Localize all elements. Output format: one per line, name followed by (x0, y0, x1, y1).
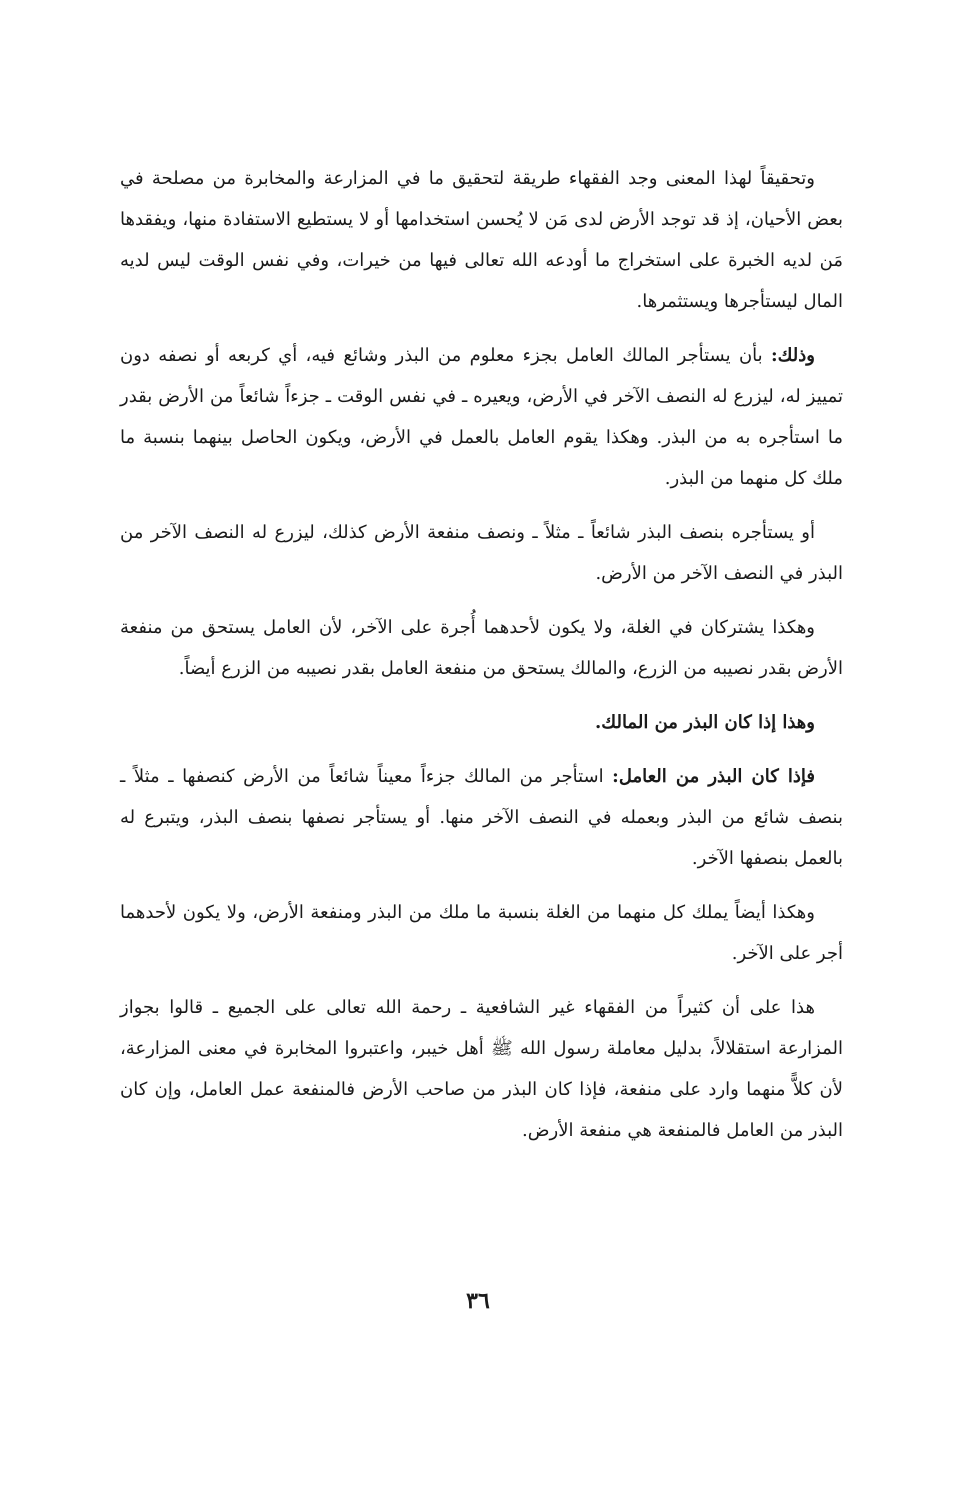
paragraph-4-text: وهكذا يشتركان في الغلة، ولا يكون لأحدهما أُجرة على الآخر، لأن العامل يستحق من منفعة الأرض بقدر نصيبه من الزرع، والمالك يستحق من منفعة العامل بقدر نصيبه من الزرع أيضاً. (120, 617, 843, 679)
paragraph-6 (120, 756, 843, 879)
page-number: ٣٦ (466, 1288, 490, 1314)
paragraph-5 (120, 702, 843, 743)
paragraph-8 (120, 987, 843, 1151)
paragraph-3-text: أو يستأجره بنصف البذر شائعاً ـ مثلاً ـ ونصف منفعة الأرض كذلك، ليزرع له النصف الآخر من البذر في النصف الآخر من الأرض. (120, 522, 843, 584)
page-body (120, 158, 843, 1164)
paragraph-2-text: بأن يستأجر المالك العامل بجزء معلوم من البذر وشائع فيه، أي كربعه أو نصفه دون تمييز له، ليزرع له النصف الآخر في الأرض، ويعيره ـ في نفس الوقت ـ جزءاً شائعاً من الأرض بقدر ما استأجره به من البذر. وهكذا يقوم العامل بالعمل في الأرض، ويكون الحاصل بينهما بنسبة ما ملك كل منهما من البذر. (120, 345, 843, 489)
paragraph-7 (120, 892, 843, 974)
paragraph-3 (120, 512, 843, 594)
paragraph-6-lead: فإذا كان البذر من العامل: (612, 766, 815, 787)
paragraph-2 (120, 335, 843, 499)
paragraph-1-text: وتحقيقاً لهذا المعنى وجد الفقهاء طريقة لتحقيق ما في المزارعة والمخابرة من مصلحة في بعض الأحيان، إذ قد توجد الأرض لدى مَن لا يُحسن استخدامها أو لا يستطيع الاستفادة منها، ويفقدها مَن لديه الخبرة على استخراج ما أودعه الله تعالى فيها من خيرات، وفي نفس الوقت ليس لديه المال ليستأجرها ويستثمرها. (120, 168, 843, 312)
paragraph-6-text: استأجر من المالك جزءاً معيناً شائعاً من الأرض كنصفها ـ مثلاً ـ بنصف شائع من البذر وبعمله في النصف الآخر منها. أو يستأجر نصفها بنصف البذر، ويتبرع له بالعمل بنصفها الآخر. (120, 766, 843, 869)
paragraph-8-text: هذا على أن كثيراً من الفقهاء غير الشافعية ـ رحمة الله تعالى على الجميع ـ قالوا بجواز المزارعة استقلالاً، بدليل معاملة رسول الله ﷺ أهل خيبر، واعتبروا المخابرة في معنى المزارعة، لأن كلاًّ منهما وارد على منفعة، فإذا كان البذر من صاحب الأرض فالمنفعة عمل العامل، وإن كان البذر من العامل فالمنفعة هي منفعة الأرض. (120, 997, 843, 1141)
paragraph-2-lead: وذلك: (770, 345, 815, 366)
paragraph-1 (120, 158, 843, 322)
paragraph-7-text: وهكذا أيضاً يملك كل منهما من الغلة بنسبة ما ملك من البذر ومنفعة الأرض، ولا يكون لأحدهما أجر على الآخر. (120, 902, 843, 964)
paragraph-5-text: وهذا إذا كان البذر من المالك. (595, 712, 815, 733)
paragraph-4 (120, 607, 843, 689)
